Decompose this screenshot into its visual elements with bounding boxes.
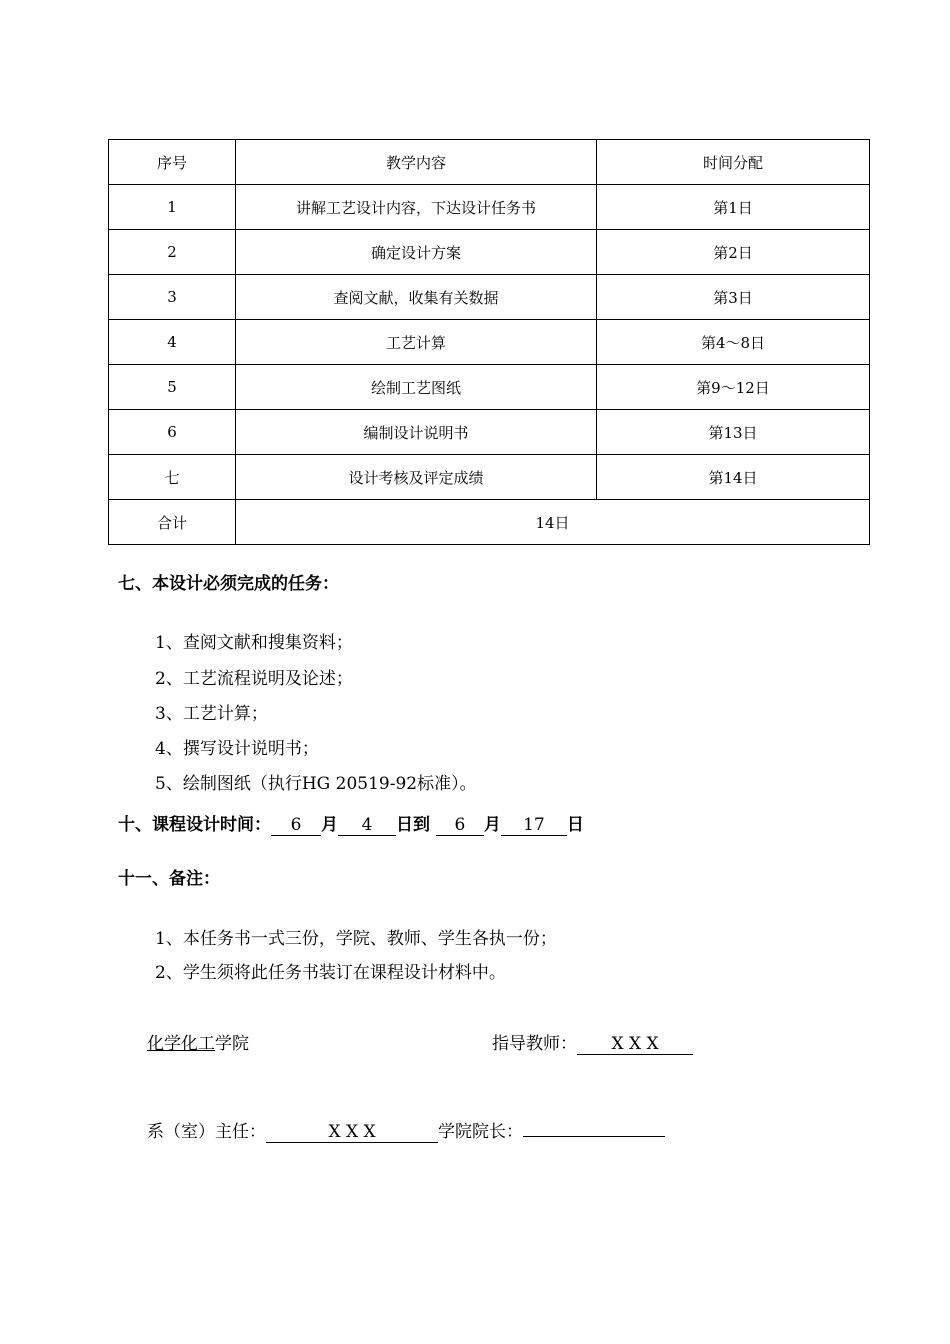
college-name: 化学化工 xyxy=(147,1034,215,1054)
table-row xyxy=(109,320,870,365)
row-index: 4 xyxy=(109,320,236,365)
row-index: 5 xyxy=(109,365,236,410)
schedule-table xyxy=(108,139,870,545)
row-time: 第14日 xyxy=(597,455,870,500)
row-content: 绘制工艺图纸 xyxy=(236,365,597,410)
advisor-field: X X X xyxy=(577,1034,693,1055)
row-content: 编制设计说明书 xyxy=(236,410,597,455)
row-time: 第4～8日 xyxy=(597,320,870,365)
dean-label: 学院院长： xyxy=(438,1122,523,1142)
row-content: 讲解工艺设计内容，下达设计任务书 xyxy=(236,185,597,230)
dept-head-label: 系（室）主任： xyxy=(147,1122,266,1142)
section-10-line xyxy=(118,810,584,836)
task-item: 1、查阅文献和搜集资料； xyxy=(155,633,353,653)
row-time: 第2日 xyxy=(597,230,870,275)
row-content: 查阅文献，收集有关数据 xyxy=(236,275,597,320)
row-time: 第3日 xyxy=(597,275,870,320)
row-index: 1 xyxy=(109,185,236,230)
day-label: 日 xyxy=(566,815,584,835)
row-index: 3 xyxy=(109,275,236,320)
month-label: 月 xyxy=(321,815,338,835)
row-index: 6 xyxy=(109,410,236,455)
college-line xyxy=(147,1029,249,1054)
end-day-field: 17 xyxy=(501,815,567,836)
end-month-field: 6 xyxy=(436,815,484,836)
dept-head-field: X X X xyxy=(266,1122,438,1143)
dept-head-line xyxy=(147,1116,665,1143)
advisor-line xyxy=(492,1029,693,1055)
row-content: 工艺计算 xyxy=(236,320,597,365)
section-7-title: 七、本设计必须完成的任务： xyxy=(118,574,339,594)
table-row xyxy=(109,365,870,410)
to-label: 日到 xyxy=(396,815,430,835)
section-10-title: 十、课程设计时间： xyxy=(118,815,271,835)
total-value: 14日 xyxy=(236,500,870,545)
task-item: 2、工艺流程说明及论述； xyxy=(155,669,353,689)
table-total-row xyxy=(109,500,870,545)
table-row xyxy=(109,410,870,455)
row-index: 七 xyxy=(109,455,236,500)
table-row xyxy=(109,230,870,275)
note-item: 2、学生须将此任务书装订在课程设计材料中。 xyxy=(155,963,506,983)
task-item: 4、撰写设计说明书； xyxy=(155,739,319,759)
row-content: 设计考核及评定成绩 xyxy=(236,455,597,500)
header-cell-content: 教学内容 xyxy=(236,140,597,185)
month-label: 月 xyxy=(483,815,501,835)
start-month-field: 6 xyxy=(271,815,321,836)
task-item: 5、绘制图纸（执行HG 20519-92标准）。 xyxy=(155,774,477,794)
row-content: 确定设计方案 xyxy=(236,230,597,275)
total-label: 合计 xyxy=(109,500,236,545)
start-day-field: 4 xyxy=(338,815,396,836)
table-header-row xyxy=(109,140,870,185)
section-11-title: 十一、备注： xyxy=(118,869,220,889)
row-time: 第9～12日 xyxy=(597,365,870,410)
header-cell-time: 时间分配 xyxy=(597,140,870,185)
row-index: 2 xyxy=(109,230,236,275)
note-item: 1、本任务书一式三份，学院、教师、学生各执一份； xyxy=(155,929,557,949)
dean-field xyxy=(523,1116,665,1137)
table-row xyxy=(109,275,870,320)
table-row xyxy=(109,455,870,500)
row-time: 第13日 xyxy=(597,410,870,455)
header-cell-index: 序号 xyxy=(109,140,236,185)
college-suffix: 学院 xyxy=(215,1034,249,1054)
task-item: 3、工艺计算； xyxy=(155,704,268,724)
advisor-label: 指导教师： xyxy=(492,1034,577,1054)
row-time: 第1日 xyxy=(597,185,870,230)
table-row xyxy=(109,185,870,230)
